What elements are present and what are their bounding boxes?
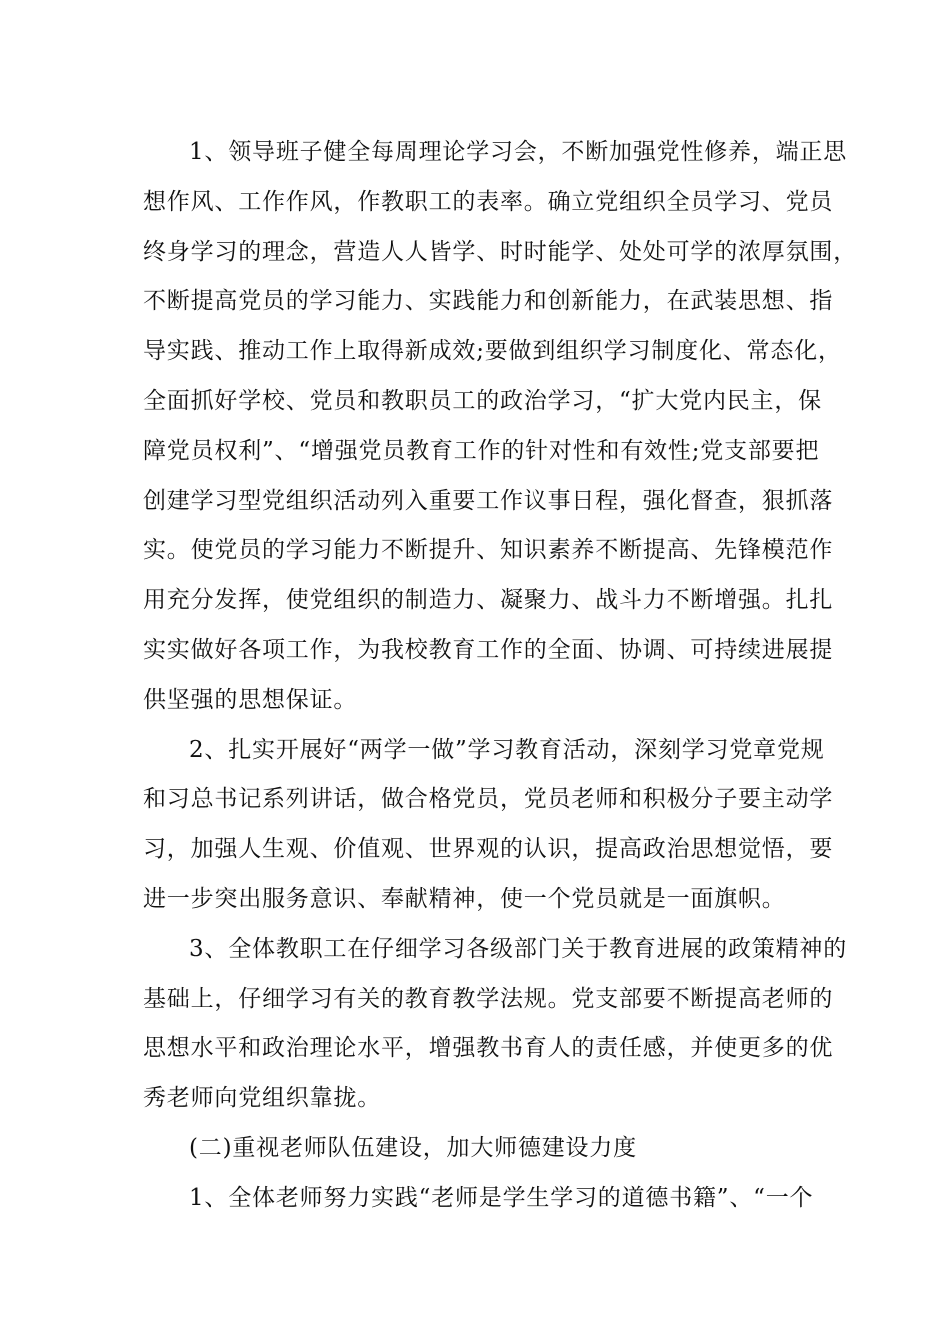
paragraph-1-line-7: 障党员权利”、“增强党员教育工作的针对性和有效性;党支部要把 bbox=[143, 437, 820, 464]
paragraph-1-line-6: 全面抓好学校、党员和教职员工的政治学习，“扩大党内民主，保 bbox=[143, 387, 822, 414]
paragraph-2-line-4: 进一步突出服务意识、奉献精神，使一个党员就是一面旗帜。 bbox=[143, 885, 786, 912]
paragraph-1-line-4: 不断提高党员的学习能力、实践能力和创新能力，在武装思想、指 bbox=[143, 288, 834, 315]
paragraph-3-line-4: 秀老师向党组织靠拢。 bbox=[143, 1085, 381, 1112]
paragraph-1-line-10: 用充分发挥，使党组织的制造力、凝聚力、战斗力不断增强。扎扎 bbox=[143, 587, 834, 614]
paragraph-3-line-1: 3、全体教职工在仔细学习各级部门关于教育进展的政策精神的 bbox=[189, 935, 848, 962]
paragraph-2-line-3: 习，加强人生观、价值观、世界观的认识，提高政治思想觉悟，要 bbox=[143, 836, 834, 863]
paragraph-1-line-3: 终身学习的理念，营造人人皆学、时时能学、处处可学的浓厚氛围， bbox=[143, 238, 857, 265]
paragraph-1-line-8: 创建学习型党组织活动列入重要工作议事日程，强化督查，狠抓落 bbox=[143, 487, 834, 514]
paragraph-3-line-3: 思想水平和政治理论水平，增强教书育人的责任感，并使更多的优 bbox=[143, 1035, 834, 1062]
paragraph-3-line-2: 基础上，仔细学习有关的教育教学法规。党支部要不断提高老师的 bbox=[143, 985, 834, 1012]
paragraph-1-line-2: 想作风、工作作风，作教职工的表率。确立党组织全员学习、党员 bbox=[143, 188, 834, 215]
paragraph-1-line-11: 实实做好各项工作，为我校教育工作的全面、协调、可持续进展提 bbox=[143, 636, 834, 663]
document-body bbox=[143, 128, 857, 1224]
paragraph-1-line-1: 1、领导班子健全每周理论学习会，不断加强党性修养，端正思 bbox=[189, 139, 848, 165]
paragraph-2-line-2: 和习总书记系列讲话，做合格党员，党员老师和积极分子要主动学 bbox=[143, 786, 834, 813]
paragraph-1-line-5: 导实践、推动工作上取得新成效;要做到组织学习制度化、常态化， bbox=[143, 338, 842, 365]
paragraph-2-line-1: 2、扎实开展好“两学一做”学习教育活动，深刻学习党章党规 bbox=[189, 736, 825, 763]
paragraph-1-line-9: 实。使党员的学习能力不断提升、知识素养不断提高、先锋模范作 bbox=[143, 537, 834, 564]
paragraph-4-line-1: 1、全体老师努力实践“老师是学生学习的道德书籍”、“一个 bbox=[189, 1184, 814, 1211]
paragraph-1-line-12: 供坚强的思想保证。 bbox=[143, 686, 358, 713]
section-heading: (二)重视老师队伍建设，加大师德建设力度 bbox=[189, 1134, 637, 1161]
